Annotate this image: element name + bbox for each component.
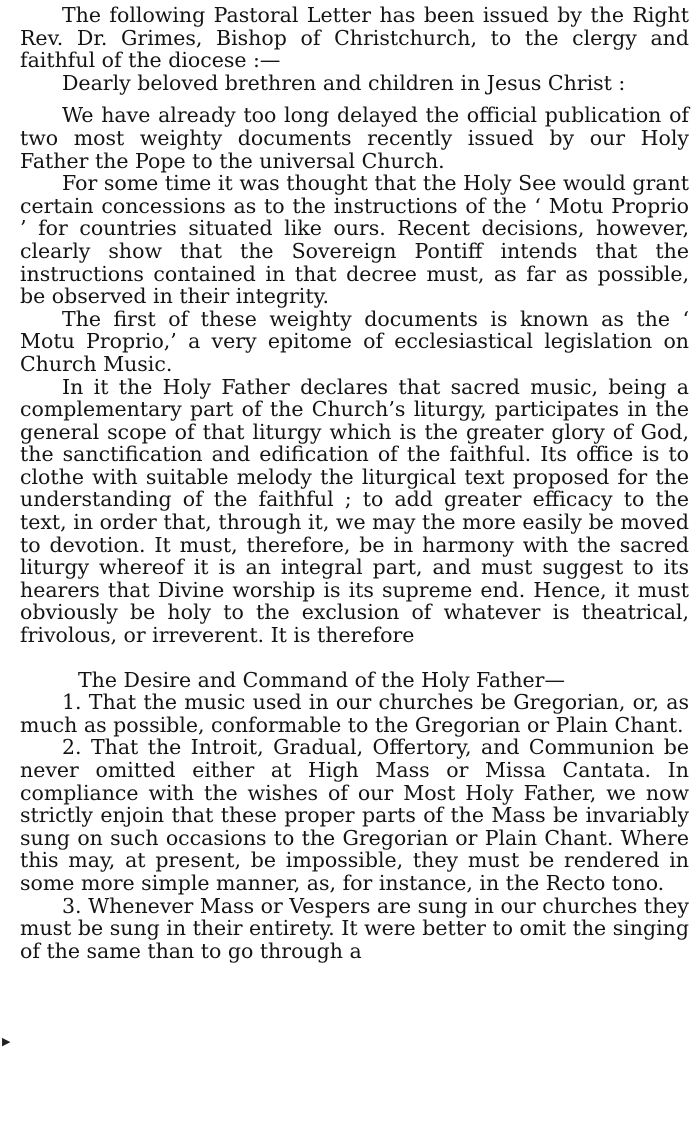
salutation-paragraph: Dearly beloved brethren and children in Jesus Christ : bbox=[62, 70, 626, 95]
intro-paragraph: The following Pastoral Letter has been issued by the Right Rev. Dr. Grimes, Bishop of Christchurch, to the clergy and faithful of the diocese :— bbox=[20, 3, 689, 73]
section-heading: The Desire and Command of the Holy Father— bbox=[78, 667, 565, 692]
body-paragraph-motu-proprio: The first of these weighty documents is known as the ‘ Motu Proprio,’ a very epitome of ecclesiastical legislation on Church Music. bbox=[20, 306, 689, 376]
list-item-2: 2. That the Introit, Gradual, Offertory, and Communion be never omitted either at High Mass or Missa Cantata. In compliance with the wishes of our Most Holy Father, we now strictly enjoin that these proper parts of the Mass be invariably sung on such occasions to the Gregorian or Plain Chant. Where this may, at present, be impossible, they must be rendered in some more simple manner, as, for instance, in the Recto tono. bbox=[20, 735, 689, 895]
list-item-3: 3. Whenever Mass or Vespers are sung in our churches they must be sung in their entirety. It were better to omit the singing of the same than to go through a bbox=[20, 893, 690, 963]
body-paragraph-delay: We have already too long delayed the official publication of two most weighty documents recently issued by our Holy Father the Pope to the universal Church. bbox=[20, 103, 689, 173]
margin-pointer-icon: ▶ bbox=[2, 1035, 11, 1048]
body-paragraph-sacred-music: In it the Holy Father declares that sacred music, being a complementary part of the Church’s liturgy, participates in the general scope of that liturgy which is the greater glory of God, the sanctification and edification of the faithful. Its office is to clothe with suitable melody the liturgical text proposed for the understanding of the faithful ; to add greater efficacy to the text, in order that, through it, we may the more easily be moved to devotion. It must, therefore, be in harmony with the sacred liturgy whereof it is an integral part, and must suggest to its hearers that Divine worship is its supreme end. Hence, it must obviously be holy to the exclusion of whatever is theatrical, frivolous, or irreverent. It is therefore bbox=[20, 374, 689, 648]
list-item-1: 1. That the music used in our churches be Gregorian, or, as much as possible, conformable to the Gregorian or Plain Chant. bbox=[20, 690, 689, 737]
body-paragraph-concessions: For some time it was thought that the Holy See would grant certain concessions as to the instructions of the ‘ Motu Proprio ’ for countries situated like ours. Recent decisions, however, clearly show that the Sovereign Pontiff intends that the instructions contained in that decree must, as far as possible, be observed in their integrity. bbox=[20, 171, 689, 309]
